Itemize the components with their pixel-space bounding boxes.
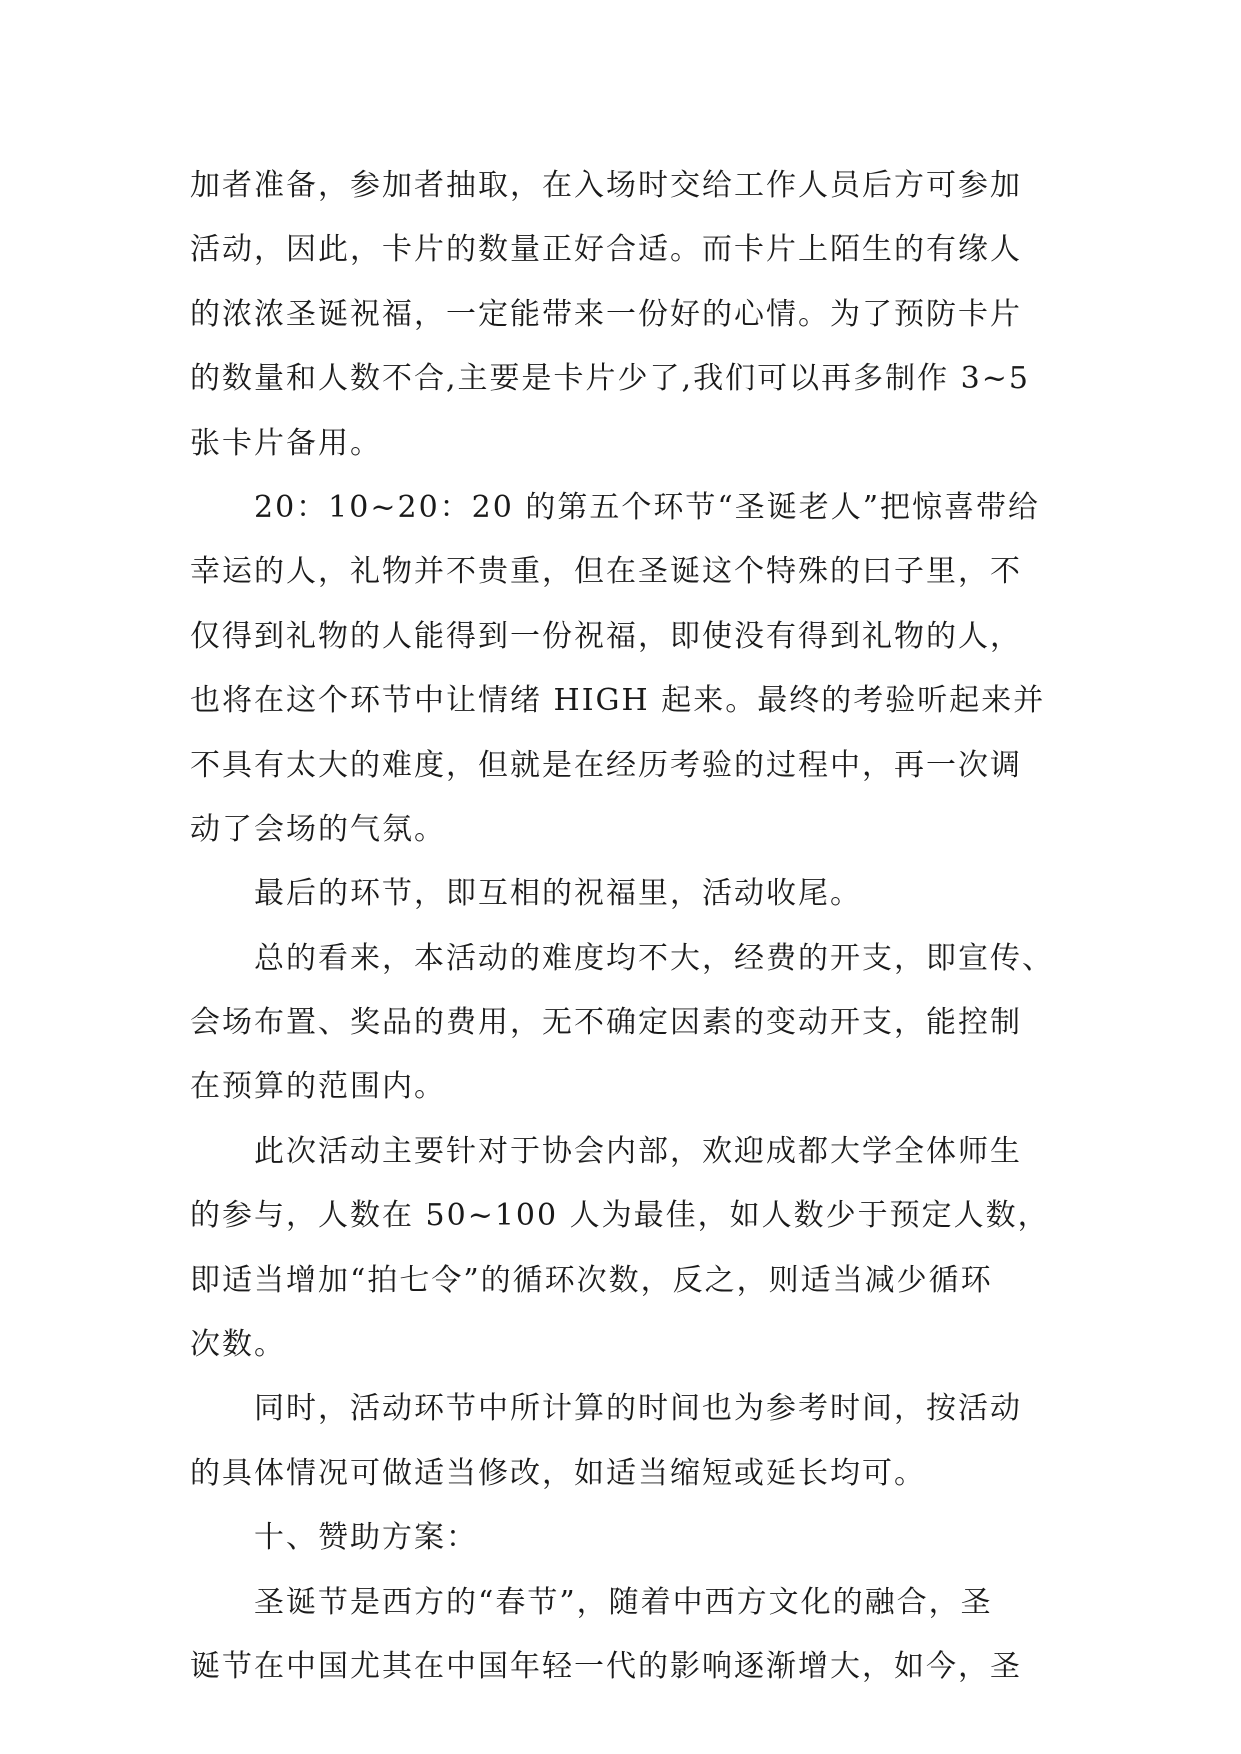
- text-line: 幸运的人，礼物并不贵重，但在圣诞这个特殊的曰子里，不: [190, 554, 1022, 590]
- text-line: 也将在这个环节中让情绪 HIGH 起来。最终的考验听起来并: [190, 683, 1046, 719]
- text-line: 的数量和人数不合,主要是卡片少了,我们可以再多制作 3~5: [190, 361, 1030, 397]
- text-line: 不具有太大的难度，但就是在经历考验的过程中，再一次调: [190, 747, 1022, 783]
- text-line: 活动，因此，卡片的数量正好合适。而卡片上陌生的有缘人: [190, 232, 1022, 268]
- text-line: 的具体情况可做适当修改，如适当缩短或延长均可。: [190, 1455, 926, 1491]
- document-body: [190, 154, 1054, 1699]
- text-line: 会场布置、奖品的费用，无不确定因素的变动开支，能控制: [190, 1005, 1022, 1041]
- text-line: 此次活动主要针对于协会内部，欢迎成都大学全体师生: [254, 1133, 1022, 1169]
- text-line: 总的看来，本活动的难度均不大，经费的开支，即宣传、: [254, 940, 1054, 976]
- text-line: 的浓浓圣诞祝福，一定能带来一份好的心情。为了预防卡片: [190, 296, 1022, 332]
- text-line: 的参与，人数在 50~100 人为最佳，如人数少于预定人数，: [190, 1198, 1050, 1234]
- text-line: 最后的环节，即互相的祝福里，活动收尾。: [254, 876, 862, 912]
- text-line: 诞节在中国尤其在中国年轻一代的影响逐渐增大，如今，圣: [190, 1648, 1022, 1684]
- text-line: 即适当增加“拍七令”的循环次数，反之，则适当减少循环: [190, 1262, 993, 1298]
- text-line: 20：10~20：20 的第五个环节“圣诞老人”把惊喜带给: [254, 489, 1041, 525]
- text-line: 在预算的范围内。: [190, 1069, 446, 1105]
- text-line: 次数。: [190, 1327, 286, 1363]
- text-line: 仅得到礼物的人能得到一份祝福，即使没有得到礼物的人，: [190, 618, 1022, 654]
- text-line: 张卡片备用。: [190, 425, 382, 461]
- section-heading: 十、赞助方案：: [254, 1520, 478, 1556]
- text-line: 动了会场的气氛。: [190, 811, 446, 847]
- text-line: 圣诞节是西方的“春节”，随着中西方文化的融合，圣: [254, 1584, 993, 1620]
- text-line: 加者准备，参加者抽取，在入场时交给工作人员后方可参加: [190, 168, 1022, 203]
- text-line: 同时，活动环节中所计算的时间也为参考时间，按活动: [254, 1391, 1022, 1427]
